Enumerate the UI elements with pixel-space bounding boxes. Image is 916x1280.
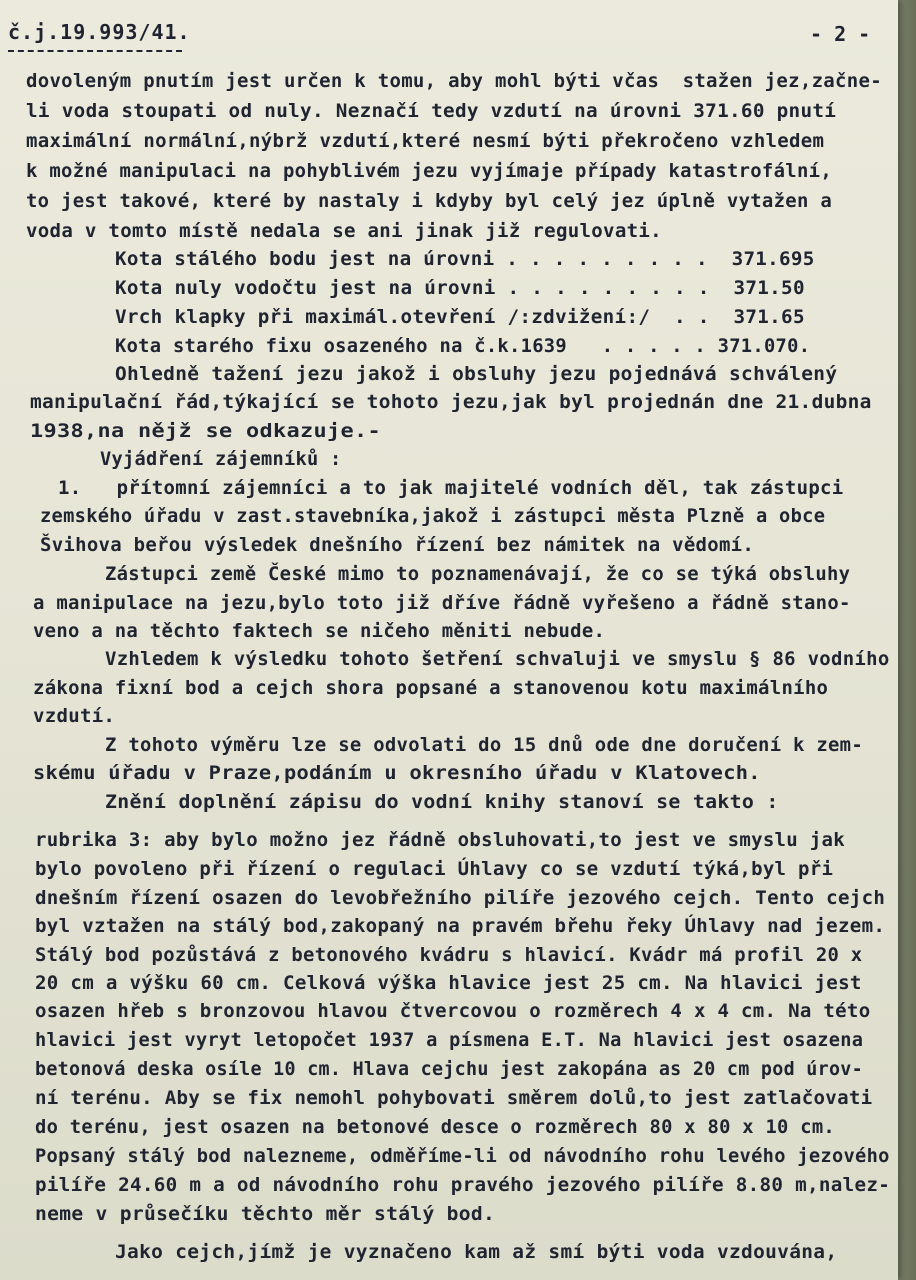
text-line: hlavici jest vyryt letopočet 1937 a písmena E.T. Na hlavici jest osazena [35,1029,864,1051]
text-line: Popsaný stálý bod nalezneme, odměříme-li od návodního rohu levého jezového [35,1145,890,1167]
text-line: do terénu, jest osazen na betonové desce o rozměrech 80 x 80 x 10 cm. [35,1116,836,1138]
text-line: bylo povoleno při řízení o regulaci Úhlavy co se vzdutí týká,byl při [35,858,834,880]
text-line: Stálý bod pozůstává z betonového kvádru s hlavicí. Kvádr má profil 20 x [35,944,863,966]
section-heading: Vyjádření zájemníků : [100,448,342,470]
text-line: Znění doplnění zápisu do vodní knihy stanoví se takto : [105,791,779,813]
text-line: byl vztažen na stálý bod,zakopaný na pravém břehu řeky Úhlavy nad jezem. [35,915,886,937]
text-line: Zástupci země České mimo to poznamenávají, že co se týká obsluhy [105,563,851,585]
elevation-row: Kota stálého bodu jest na úrovni . . . . . . . . . 371.695 [115,248,815,270]
text-line: ní terénu. Aby se fix nemohl pohybovati směrem dolů,to jest zatlačovati [35,1087,873,1109]
text-line: k možné manipulaci na pohyblivém jezu vyjímaje případy katastrofální, [26,160,833,182]
text-line: skému úřadu v Praze,podáním u okresního úřadu v Klatovech. [33,762,761,784]
text-line: betonová deska osíle 10 cm. Hlava cejchu jest zakopána as 20 cm pod úrov- [35,1058,863,1080]
text-line: zákona fixní bod a cejch shora popsané a stanovenou kotu maximálního [33,677,829,699]
text-line: dovoleným pnutím jest určen k tomu, aby mohl býti včas stažen jez,začne- [26,70,882,92]
text-line: osazen hřeb s bronzovou hlavou čtvercovou o rozměrech 4 x 4 cm. Na této [35,1000,871,1022]
text-line: li voda stoupati od nuly. Neznačí tedy vzdutí na úrovni 371.60 pnutí [26,100,837,122]
text-line: zemského úřadu v zast.stavebníka,jakož i zástupci města Plzně a obce [40,505,826,527]
text-line: manipulační řád,týkající se tohoto jezu,jak byl projednán dne 21.dubna [30,391,872,413]
text-line: Vzhledem k výsledku tohoto šetření schvaluji ve smyslu § 86 vodního [105,648,890,670]
reference-underline [8,50,182,52]
text-line: Jako cejch,jímž je vyznačeno kam až smí býti voda vzdouvána, [115,1241,838,1263]
elevation-row: Kota nuly vodočtu jest na úrovni . . . . . . . . . 371.50 [115,277,805,299]
text-line: 1. přítomní zájemníci a to jak majitelé vodních děl, tak zástupci [58,477,844,499]
text-line: veno a na těchto faktech se ničeho měniti nebude. [33,620,606,642]
text-line: a manipulace na jezu,bylo toto již dříve řádně vyřešeno a řádně stano- [33,592,851,614]
text-line: Švihova beřou výsledek dnešního řízení bez námitek na vědomí. [40,534,755,556]
text-line: Ohledně tažení jezu jakož i obsluhy jezu pojednává schválený [115,363,838,385]
text-line: 20 cm a výšku 60 cm. Celková výška hlavice jest 25 cm. Na hlavici jest [35,972,862,994]
text-line: Z tohoto výměru lze se odvolati do 15 dnů ode dne doručení k zem- [105,734,864,756]
text-line: pilíře 24.60 m a od návodního rohu pravého jezového pilíře 8.80 m,nalez- [35,1174,891,1196]
text-line: to jest takové, které by nastaly i kdyby byl celý jez úplně vytažen a [26,190,833,212]
elevation-row: Vrch klapky při maximál.otevření /:zdvižení:/ . . 371.65 [115,306,805,328]
page-header [0,8,898,48]
page-number: - 2 - [810,22,871,46]
text-line: 1938,na nějž se odkazuje.- [30,420,382,442]
elevation-row: Kota starého fixu osazeného na č.k.1639 . . . . . 371.070. [115,335,811,357]
text-line: dnešním řízení osazen do levobřežního pilíře jezového cejch. Tento cejch [35,887,886,909]
text-line: maximální normální,nýbrž vzdutí,které nesmí býti překročeno vzhledem [26,130,825,152]
text-line: vzdutí. [33,705,116,727]
text-line: neme v průsečíku těchto měr stálý bod. [35,1203,496,1225]
text-line: rubrika 3: aby bylo možno jez řádně obsluhovati,to jest ve smyslu jak [35,829,845,851]
reference-number: č.j.19.993/41. [8,20,191,44]
text-line: voda v tomto místě nedala se ani jinak již regulovati. [26,220,662,242]
